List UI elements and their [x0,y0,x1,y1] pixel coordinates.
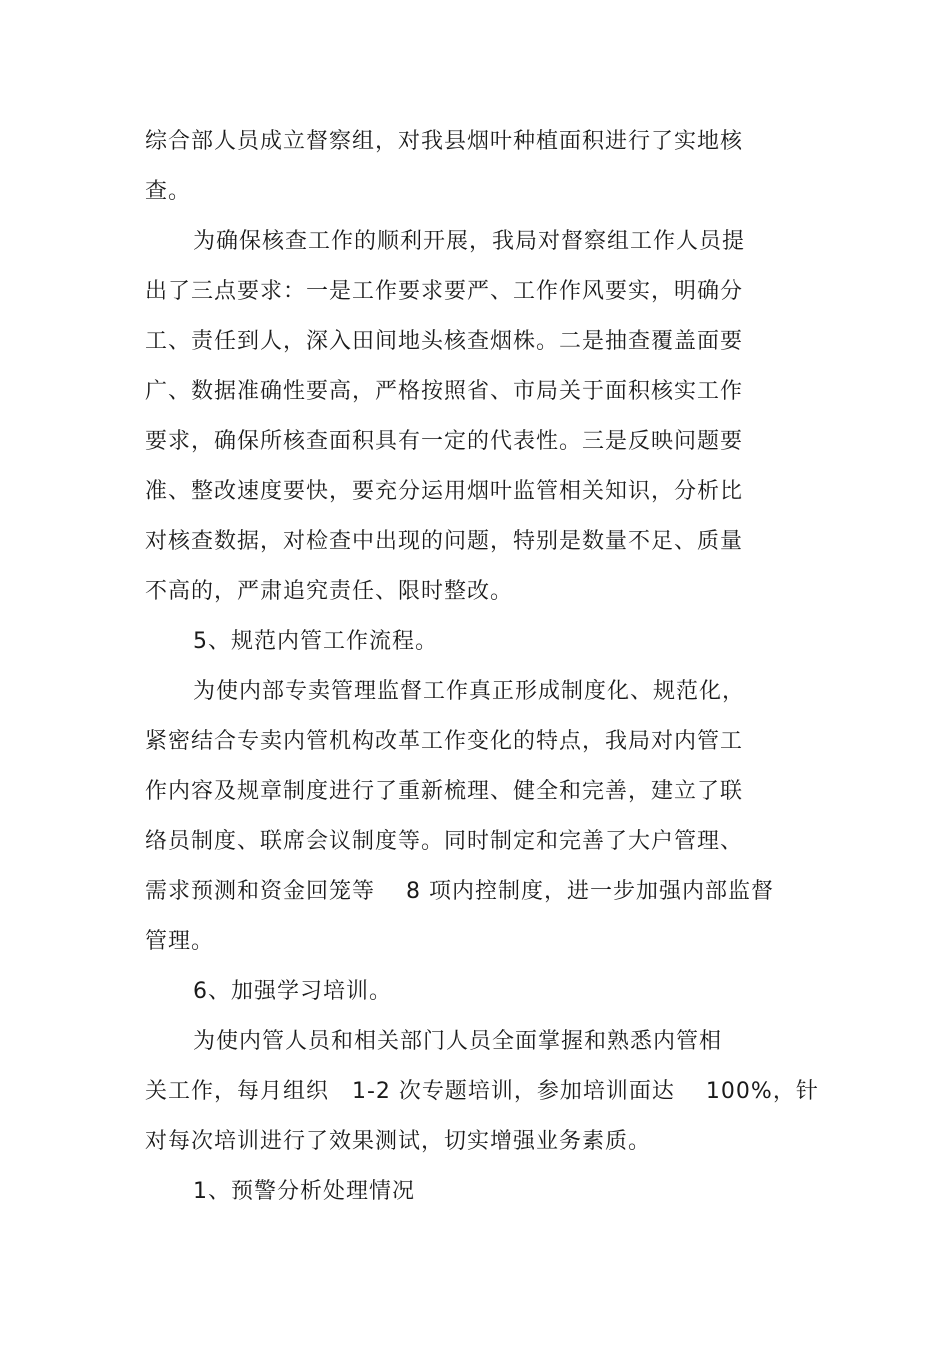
text-line: 综合部人员成立督察组，对我县烟叶种植面积进行了实地核 [145,129,744,154]
paragraph-first-line: 为使内管人员和相关部门人员全面掌握和熟悉内管相 [193,1029,723,1054]
text-line: 出了三点要求：一是工作要求要严、工作作风要实，明确分 [145,279,744,304]
text-line: 管理。 [145,929,215,954]
text-line: 查。 [145,179,192,204]
section-heading: 5、规范内管工作流程。 [193,629,438,654]
text-line: 对核查数据，对检查中出现的问题，特别是数量不足、质量 [145,529,744,554]
text-line: 作内容及规章制度进行了重新梳理、健全和完善，建立了联 [145,779,744,804]
text-line: 工、责任到人，深入田间地头核查烟株。二是抽查覆盖面要 [145,329,744,354]
section-heading: 6、加强学习培训。 [193,979,392,1004]
text-line: 要求，确保所核查面积具有一定的代表性。三是反映问题要 [145,429,744,454]
text-line: 需求预测和资金回笼等 8 项内控制度，进一步加强内部监督 [145,879,774,904]
text-line: 紧密结合专卖内管机构改革工作变化的特点，我局对内管工 [145,729,744,754]
section-heading: 1、预警分析处理情况 [193,1179,415,1204]
text-line: 不高的，严肃追究责任、限时整改。 [145,579,514,604]
text-line: 络员制度、联席会议制度等。同时制定和完善了大户管理、 [145,829,744,854]
text-line: 对每次培训进行了效果测试，切实增强业务素质。 [145,1129,652,1154]
text-line: 关工作，每月组织 1-2 次专题培训，参加培训面达 100%，针 [145,1079,819,1104]
paragraph-first-line: 为使内部专卖管理监督工作真正形成制度化、规范化， [193,679,746,704]
text-line: 广、数据准确性要高，严格按照省、市局关于面积核实工作 [145,379,744,404]
text-line: 准、整改速度要快，要充分运用烟叶监管相关知识，分析比 [145,479,744,504]
paragraph-first-line: 为确保核查工作的顺利开展，我局对督察组工作人员提 [193,229,746,254]
